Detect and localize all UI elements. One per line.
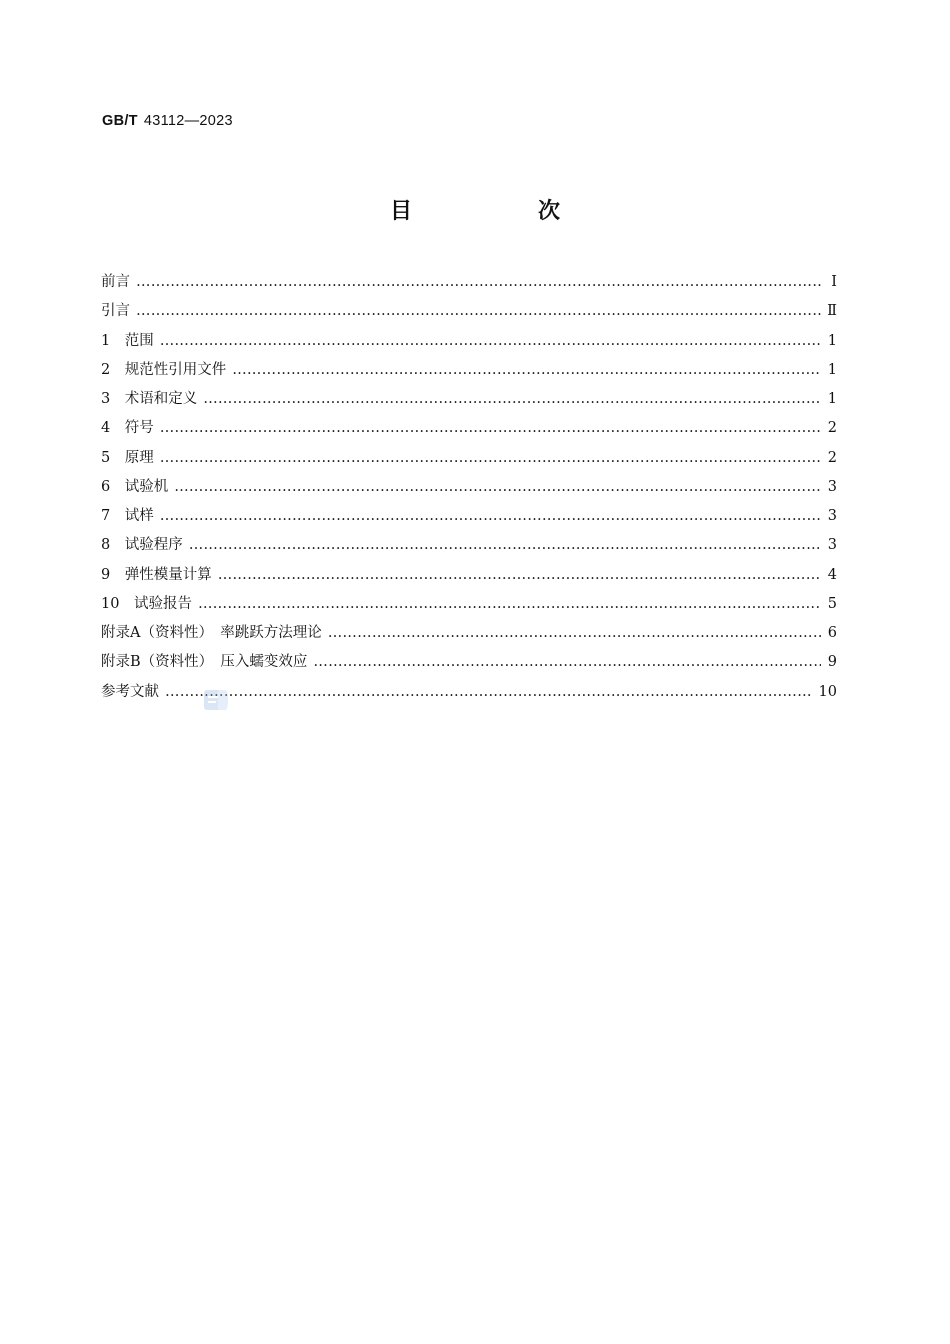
- toc-leader-dots: [160, 333, 821, 349]
- toc-entry-label: 7 试样: [101, 508, 154, 524]
- toc-entry-page: 2: [827, 449, 837, 466]
- table-of-contents: [101, 270, 837, 709]
- toc-entry-label: 4 符号: [101, 420, 154, 437]
- toc-entry-page: 6: [827, 625, 837, 641]
- toc-entry-elastic-modulus[interactable]: [101, 563, 837, 592]
- toc-entry-test-report[interactable]: [101, 592, 837, 621]
- toc-entry-label: 引言: [101, 303, 130, 320]
- toc-leader-dots: [232, 362, 821, 378]
- toc-leader-dots: [198, 596, 821, 612]
- toc-entry-foreword[interactable]: [101, 270, 837, 299]
- toc-entry-label: 前言: [101, 274, 130, 290]
- toc-entry-terms-definitions[interactable]: [101, 387, 837, 416]
- toc-leader-dots: [160, 508, 821, 524]
- toc-leader-dots: [174, 479, 821, 495]
- toc-entry-page: 2: [827, 420, 837, 437]
- toc-entry-page: 3: [827, 537, 837, 554]
- toc-leader-dots: [189, 537, 821, 553]
- toc-entry-label: 2 规范性引用文件: [101, 361, 227, 378]
- standard-number: 43112—2023: [143, 113, 233, 129]
- toc-entry-label: 5 原理: [101, 449, 154, 466]
- toc-entry-label: 1 范围: [101, 332, 154, 349]
- toc-entry-page: 4: [827, 566, 837, 583]
- toc-entry-page: Ⅱ: [827, 303, 837, 320]
- toc-entry-label: 附录A（资料性） 率跳跃方法理论: [101, 625, 322, 641]
- toc-leader-dots: [313, 654, 821, 670]
- toc-entry-page: 1: [827, 391, 837, 407]
- toc-entry-annex-a[interactable]: [101, 621, 837, 650]
- toc-entry-testing-machine[interactable]: [101, 475, 837, 504]
- toc-entry-page: 10: [818, 683, 837, 700]
- toc-entry-test-procedure[interactable]: [101, 533, 837, 562]
- toc-entry-page: 3: [827, 508, 837, 524]
- toc-entry-label: 参考文献: [101, 683, 159, 700]
- toc-entry-introduction[interactable]: [101, 299, 837, 328]
- page-title: 目 次: [389, 199, 612, 224]
- toc-entry-principle[interactable]: [101, 446, 837, 475]
- toc-entry-annex-b[interactable]: [101, 650, 837, 679]
- toc-entry-page: Ⅰ: [831, 274, 837, 290]
- toc-leader-dots: [160, 450, 821, 466]
- toc-entry-page: 3: [827, 478, 837, 495]
- toc-leader-dots: [165, 684, 813, 700]
- toc-entry-page: 9: [827, 654, 837, 671]
- toc-leader-dots: [218, 567, 821, 583]
- standard-prefix: GB/T: [102, 113, 138, 129]
- toc-entry-scope[interactable]: [101, 329, 837, 358]
- toc-leader-dots: [203, 391, 821, 407]
- toc-entry-label: 10 试验报告: [101, 595, 192, 612]
- watermark-logo-icon: [203, 688, 229, 712]
- toc-entry-label: 附录B（资料性） 压入蠕变效应: [101, 654, 308, 671]
- toc-entry-label: 6 试验机: [101, 478, 169, 495]
- toc-entry-label: 3 术语和定义: [101, 391, 198, 407]
- toc-leader-dots: [136, 303, 821, 319]
- toc-entry-specimen[interactable]: [101, 504, 837, 533]
- toc-leader-dots: [328, 625, 821, 641]
- standard-code: [102, 113, 233, 129]
- toc-leader-dots: [160, 420, 821, 436]
- toc-entry-page: 5: [827, 595, 837, 612]
- toc-entry-page: 1: [827, 332, 837, 349]
- toc-leader-dots: [136, 274, 821, 290]
- toc-entry-normative-references[interactable]: [101, 358, 837, 387]
- toc-entry-page: 1: [827, 361, 837, 378]
- toc-entry-label: 9 弹性模量计算: [101, 566, 212, 583]
- toc-entry-label: 8 试验程序: [101, 537, 183, 554]
- toc-entry-symbols[interactable]: [101, 416, 837, 445]
